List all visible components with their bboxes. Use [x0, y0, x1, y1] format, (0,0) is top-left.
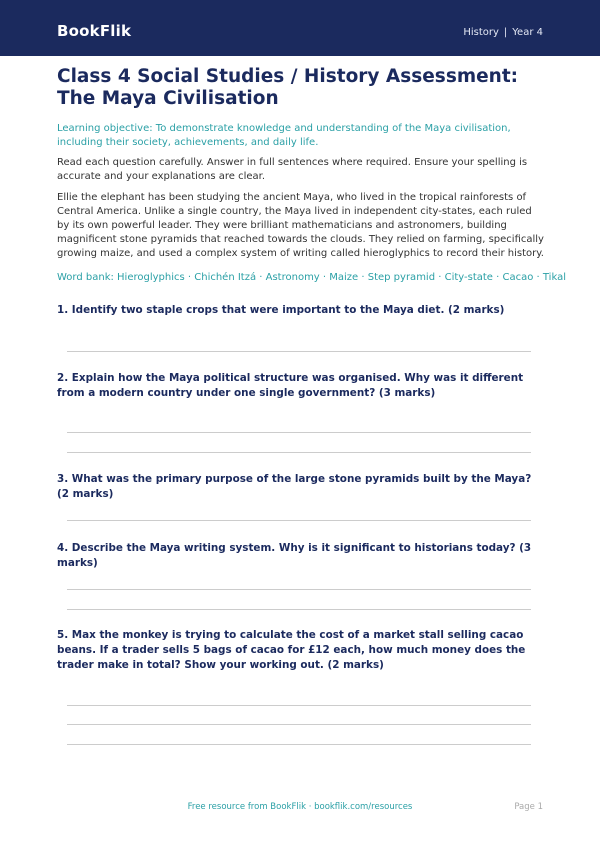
- header-separator: |: [503, 27, 508, 38]
- header-meta: [463, 27, 543, 38]
- answer-line[interactable]: [67, 724, 531, 725]
- footer-text: Free resource from BookFlik · bookflik.com/resources: [187, 802, 413, 812]
- year-label: Year 4: [512, 27, 543, 38]
- learning-objective: Learning objective: To demonstrate knowledge and understanding of the Maya civilisation, including their society, achievements, and daily life.: [57, 123, 511, 148]
- answer-line[interactable]: [67, 705, 531, 706]
- page-header: [0, 0, 600, 56]
- question-2: 2. Explain how the Maya political structure was organised. Why was it different from a modern country under one single government? (3 marks): [57, 372, 524, 399]
- answer-line[interactable]: [67, 351, 531, 352]
- answer-line[interactable]: [67, 744, 531, 745]
- answer-line[interactable]: [67, 432, 531, 433]
- page-number: Page 1: [514, 802, 543, 812]
- subject-label: History: [463, 27, 499, 38]
- instructions-text: Read each question carefully. Answer in full sentences where required. Ensure your spelling is accurate and your explanations are clear.: [57, 157, 528, 182]
- word-bank: Word bank: Hieroglyphics · Chichén Itzá · Astronomy · Maize · Step pyramid · City-state · Cacao · Tikal: [57, 272, 566, 283]
- intro-text: Ellie the elephant has been studying the ancient Maya, who lived in the tropical rainforests of Central America. Unlike a single country, the Maya lived in independent city-states, each ruled by its own powerful leader. They were brilliant mathematicians and astronomers, building magnificent stone pyramids that reached towards the clouds. They relied on farming, specifically growing maize, and used a complex system of writing called hieroglyphics to record their history.: [57, 192, 544, 259]
- answer-line[interactable]: [67, 589, 531, 590]
- question-5: 5. Max the monkey is trying to calculate the cost of a market stall selling cacao beans. If a trader sells 5 bags of cacao for £12 each, how much money does the trader make in total? Show your working out. (2 marks): [57, 629, 526, 671]
- page-title: Class 4 Social Studies / History Assessment: The Maya Civilisation: [57, 66, 519, 109]
- answer-line[interactable]: [67, 609, 531, 610]
- question-4: 4. Describe the Maya writing system. Why is it significant to historians today? (3 marks): [57, 542, 532, 569]
- question-3: 3. What was the primary purpose of the large stone pyramids built by the Maya? (2 marks): [57, 473, 532, 500]
- answer-line[interactable]: [67, 520, 531, 521]
- brand-logo: BookFlik: [57, 22, 132, 40]
- answer-line[interactable]: [67, 452, 531, 453]
- question-1: 1. Identify two staple crops that were important to the Maya diet. (2 marks): [57, 304, 505, 316]
